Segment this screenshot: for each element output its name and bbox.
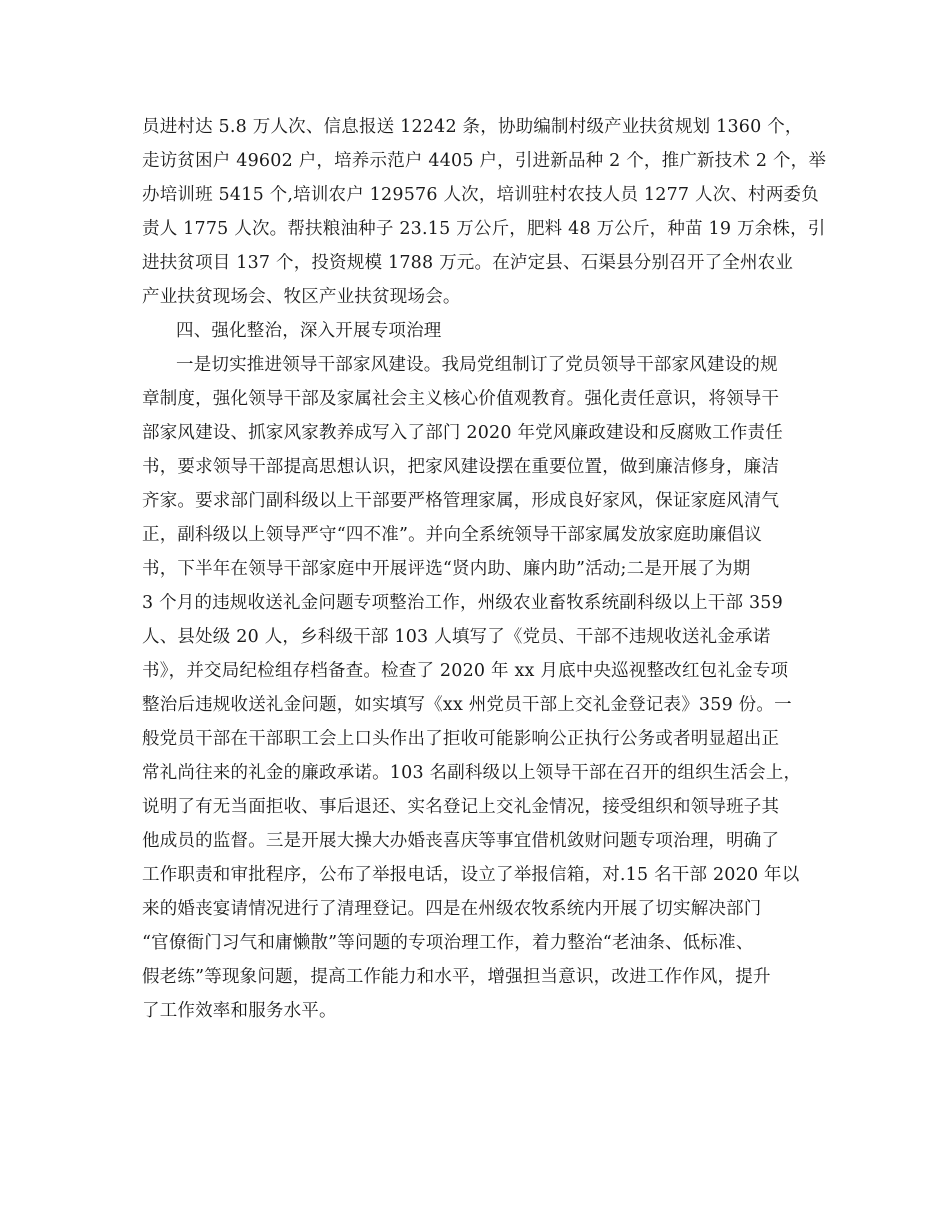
text-line: 书》，并交局纪检组存档备查。检查了 2020 年 xx 月底中央巡视整改红包礼金专项	[142, 661, 789, 681]
text-line: 章制度，强化领导干部及家属社会主义核心价值观教育。强化责任意识，将领导干	[142, 389, 780, 409]
text-line: 来的婚丧宴请情况进行了清理登记。四是在州级农牧系统内开展了切实解决部门	[142, 899, 762, 919]
text-line: “官僚衙门习气和庸懒散”等问题的专项治理工作，着力整治“老油条、低标准、	[142, 933, 754, 953]
text-line: 般党员干部在干部职工会上口头作出了拒收可能影响公正执行公务或者明显超出正	[142, 729, 780, 749]
text-line: 说明了有无当面拒收、事后退还、实名登记上交礼金情况，接受组织和领导班子其	[142, 797, 780, 817]
section-heading: 四、强化整治，深入开展专项治理	[176, 321, 442, 341]
text-line: 人、县处级 20 人，乡科级干部 103 人填写了《党员、干部不违规收送礼金承诺	[142, 627, 771, 647]
text-line: 办培训班 5415 个,培训农户 129576 人次，培训驻村农技人员 1277 人次、村两委负	[142, 185, 819, 205]
text-line: 部家风建设、抓家风家教养成写入了部门 2020 年党风廉政建设和反腐败工作责任	[142, 423, 783, 443]
paragraph-start-line: 一是切实推进领导干部家风建设。我局党组制订了党员领导干部家风建设的规	[176, 355, 778, 375]
text-line: 进扶贫项目 137 个，投资规模 1788 万元。在泸定县、石渠县分别召开了全州农业	[142, 253, 794, 273]
text-line: 书，要求领导干部提高思想认识，把家风建设摆在重要位置，做到廉洁修身，廉洁	[142, 457, 780, 477]
text-line: 齐家。要求部门副科级以上干部要严格管理家属，形成良好家风，保证家庭风清气	[142, 491, 780, 511]
text-line: 责人 1775 人次。帮扶粮油种子 23.15 万公斤，肥料 48 万公斤，种苗 19 万余株，引	[142, 219, 826, 239]
text-line: 他成员的监督。三是开展大操大办婚丧喜庆等事宜借机敛财问题专项治理，明确了	[142, 831, 780, 851]
text-line: 工作职责和审批程序，公布了举报电话，设立了举报信箱，对.15 名干部 2020 年以	[142, 865, 800, 885]
text-line: 了工作效率和服务水平。	[142, 1001, 337, 1021]
text-line: 员进村达 5.8 万人次、信息报送 12242 条，协助编制村级产业扶贫规划 1360 个，	[142, 117, 803, 137]
text-line: 常礼尚往来的礼金的廉政承诺。103 名副科级以上领导干部在召开的组织生活会上，	[142, 763, 802, 783]
text-line: 书，下半年在领导干部家庭中开展评选“贤内助、廉内助”活动;二是开展了为期	[142, 559, 751, 579]
text-line: 走访贫困户 49602 户，培养示范户 4405 户，引进新品种 2 个，推广新技术 2 个，举	[142, 151, 827, 171]
text-line: 整治后违规收送礼金问题，如实填写《xx 州党员干部上交礼金登记表》359 份。一	[142, 695, 792, 715]
text-line: 产业扶贫现场会、牧区产业扶贫现场会。	[142, 287, 461, 307]
text-line: 正，副科级以上领导严守“四不准”。并向全系统领导干部家属发放家庭助廉倡议	[142, 525, 763, 545]
text-line: 3 个月的违规收送礼金问题专项整治工作，州级农业畜牧系统副科级以上干部 359	[142, 593, 783, 613]
text-line: 假老练”等现象问题，提高工作能力和水平，增强担当意识，改进工作作风，提升	[142, 967, 771, 987]
